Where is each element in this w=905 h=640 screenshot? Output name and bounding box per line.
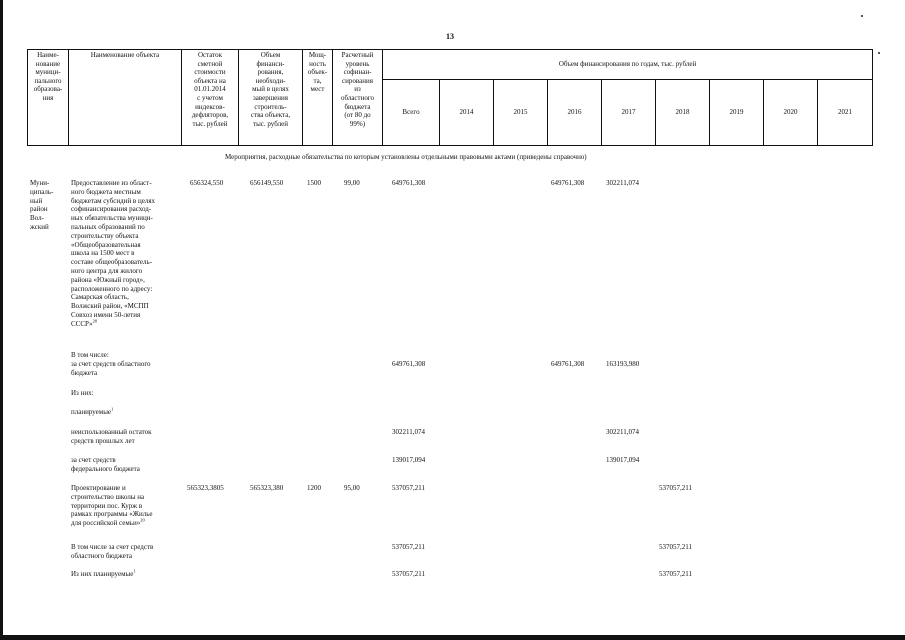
header-year-2015: 2015 [494,79,548,145]
header-municipality: Наиме- нование муници- пального образова- ния [28,50,69,146]
row1-volume: 656149,550 [250,179,284,187]
header-year-2017: 2017 [602,79,656,145]
row1-footnote: 20 [92,318,98,324]
row2-object-name: В том числе: за счет средств областного бюджета [71,351,151,377]
row5-2017: 302211,074 [606,428,639,436]
row9-object-name: Из них планируемые$^1$ [71,568,136,578]
header-year-2020: 2020 [764,79,818,145]
left-border [0,0,3,640]
row7-volume: 565323,380 [250,484,284,492]
row1-total: 649761,308 [392,179,426,187]
row5-total: 302211,074 [392,428,425,436]
row7-level: 95,00 [344,484,360,492]
row8-2018: 537057,211 [659,543,692,551]
row2-total: 649761,308 [392,360,426,368]
row2-2017: 163193,980 [606,360,640,368]
row6-total: 139017,094 [392,456,426,464]
row5-object-name: неиспользованный остаток средств прошлых лет [71,428,152,445]
row3-object-name: Из них: [71,389,94,397]
row7-remaining: 565323,3805 [187,484,224,492]
scan-speck [878,52,880,54]
row6-2017: 139017,094 [606,456,640,464]
row7-capacity: 1200 [307,484,321,492]
row7-footnote: 20 [140,517,145,523]
header-year-2016: 2016 [548,79,602,145]
row1-object-name: Предоставление из област- ного бюджета местным бюджетам субсидий в целях софинансирования расход- ных обязательства муници- пальных образований по строительству объекта «Общеобразовательная школа на 1500 мест в составе общеобразователь- ного центра для жилого района «Южный город», расположенного по адресу: Самарская область, Волжский район, «МСПП Совхоз имени 50-летия СССР»$^{20}$ [71,179,156,328]
header-financing-by-years: Объем финансирования по годам, тыс. рублей [383,50,873,80]
page-number: 13 [446,32,454,41]
row7-total: 537057,211 [392,484,425,492]
row7-object-name: Проектирование и строительство школы на территории пос. Курж в рамках программы «Жилье для российской семьи»$^{20}$ [71,484,153,528]
table-header [27,49,873,146]
row1-2017: 302211,074 [606,179,639,187]
bottom-border [0,635,905,640]
scan-speck [861,15,863,17]
header-year-total: Всего [383,79,440,145]
header-object-name: Наименование объекта [69,50,182,146]
header-year-2018: 2018 [656,79,710,145]
section-title: Мероприятия, расходные обязательства по которым установлены отдельными правовыми актами (приведены справочно) [225,153,587,161]
row6-object-name: за счет средств федерального бюджета [71,456,140,473]
row1-capacity: 1500 [307,179,321,187]
row9-2018: 537057,211 [659,570,692,578]
row7-2018: 537057,211 [659,484,692,492]
row8-object-name: В том числе за счет средств областного бюджета [71,543,154,560]
header-year-2021: 2021 [818,79,873,145]
row9-total: 537057,211 [392,570,425,578]
header-year-2019: 2019 [710,79,764,145]
row1-level: 99,00 [344,179,360,187]
row8-total: 537057,211 [392,543,425,551]
header-capacity: Мощ- ность объек- та, мест [303,50,333,146]
municipality-name: Муни- ципаль- ный район Вол- жский [30,179,54,231]
header-remaining-cost: Остаток сметной стоимости объекта на 01.01.2014 с учетом индексов- дефляторов, тыс. рублей [182,50,239,146]
row4-object-name: планируемые$^1$ [71,406,114,416]
row1-2016: 649761,308 [551,179,585,187]
row2-2016: 649761,308 [551,360,585,368]
row1-remaining: 656324,550 [190,179,224,187]
header-financing-volume: Объем финанси- рования, необходи- мый в целях завершения строитель- ства объекта, тыс. рублей [239,50,303,146]
header-year-2014: 2014 [440,79,494,145]
row4-footnote: 1 [111,406,114,412]
header-cofinancing-level: Расчетный уровень софинан- сирования из областного бюджета (от 80 до 99%) [333,50,383,146]
row9-footnote: 1 [133,568,136,574]
